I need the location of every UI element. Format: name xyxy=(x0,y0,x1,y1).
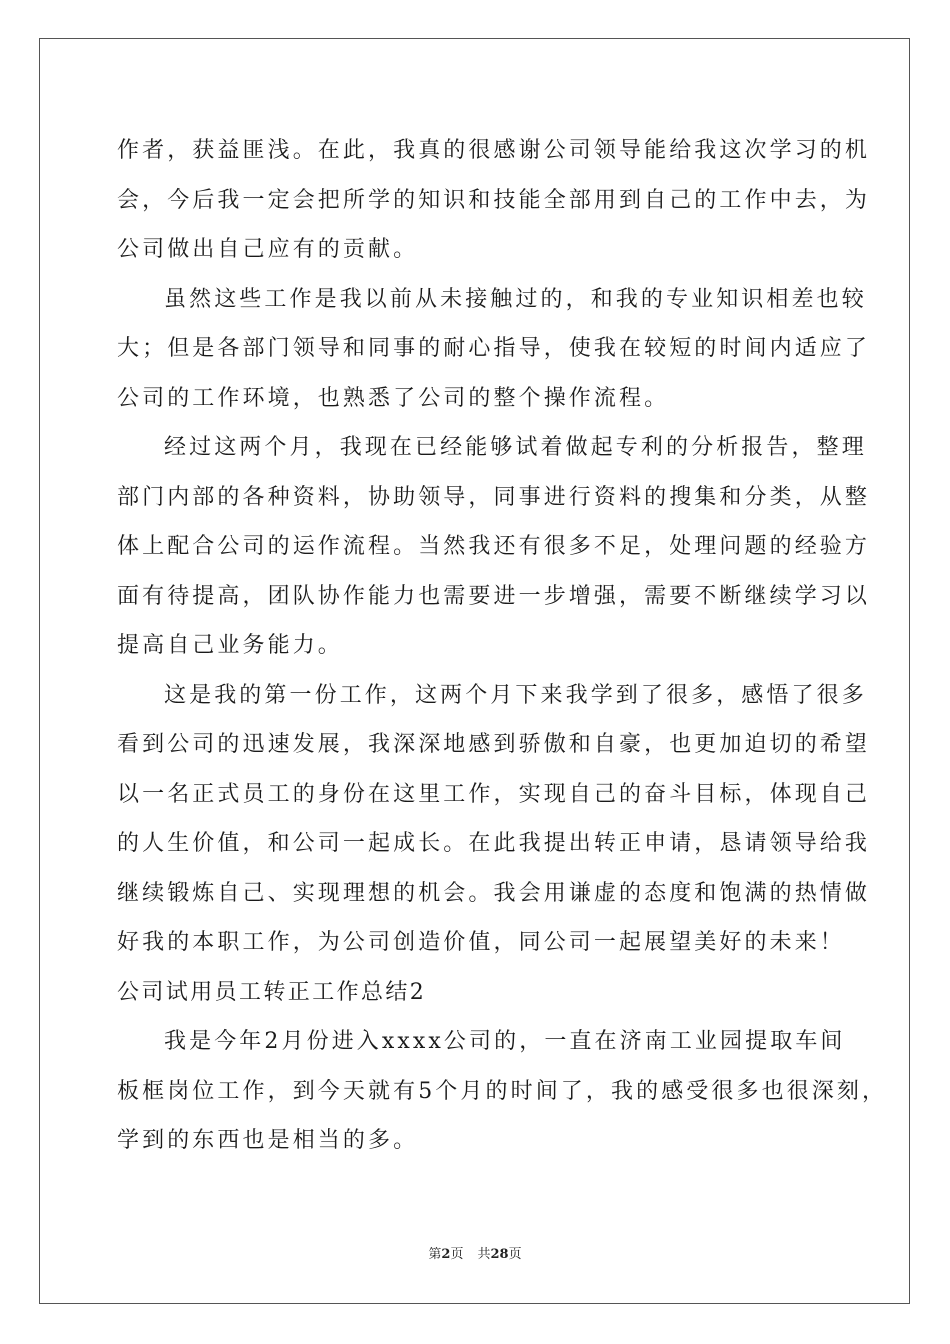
text-line: 板框岗位工作，到今天就有5个月的时间了，我的感受很多也很深刻， xyxy=(117,1078,888,1104)
page-footer xyxy=(0,1243,950,1262)
text-line: 会，今后我一定会把所学的知识和技能全部用到自己的工作中去，为 xyxy=(117,187,871,213)
text-line: 公司做出自己应有的贡献。 xyxy=(117,237,419,262)
paragraph-start-line: 这是我的第一份工作，这两个月下来我学到了很多，感悟了很多 xyxy=(164,682,867,708)
paragraph-start-line: 虽然这些工作是我以前从未接触过的，和我的专业知识相差也较 xyxy=(164,286,867,312)
paragraph-start-line: 经过这两个月，我现在已经能够试着做起专利的分析报告，整理 xyxy=(164,435,867,460)
total-prefix: 共 xyxy=(477,1247,491,1262)
text-line: 面有待提高，团队协作能力也需要进一步增强，需要不断继续学习以 xyxy=(117,583,871,609)
text-line: 继续锻炼自己、实现理想的机会。我会用谦虚的态度和饱满的热情做 xyxy=(117,880,871,906)
page-prefix: 第 xyxy=(428,1247,442,1262)
total-unit: 页 xyxy=(508,1247,522,1262)
page-unit: 页 xyxy=(450,1247,464,1262)
paragraph-start-line: 我是今年2月份进入xxxx公司的，一直在济南工业园提取车间 xyxy=(164,1029,846,1054)
text-line: 学到的东西也是相当的多。 xyxy=(117,1128,419,1153)
text-line: 大；但是各部门领导和同事的耐心指导，使我在较短的时间内适应了 xyxy=(117,336,871,361)
text-line: 看到公司的迅速发展，我深深地感到骄傲和自豪，也更加迫切的希望 xyxy=(117,732,871,757)
text-line: 好我的本职工作，为公司创造价值，同公司一起展望美好的未来！ xyxy=(117,930,845,955)
text-line: 公司的工作环境，也熟悉了公司的整个操作流程。 xyxy=(117,385,670,411)
text-line: 以一名正式员工的身份在这里工作，实现自己的奋斗目标，体现自己 xyxy=(117,781,871,807)
text-line: 提高自己业务能力。 xyxy=(117,633,343,658)
text-line: 的人生价值，和公司一起成长。在此我提出转正申请，恳请领导给我 xyxy=(117,831,871,856)
document-body xyxy=(117,126,888,1166)
page-number: 2 xyxy=(441,1247,451,1262)
text-line: 作者，获益匪浅。在此，我真的很感谢公司领导能给我这次学习的机 xyxy=(117,138,871,163)
text-line: 部门内部的各种资料，协助领导，同事进行资料的搜集和分类，从整 xyxy=(117,484,871,510)
section-heading: 公司试用员工转正工作总结2 xyxy=(117,979,427,1005)
text-line: 体上配合公司的运作流程。当然我还有很多不足，处理问题的经验方 xyxy=(117,534,871,559)
total-pages: 28 xyxy=(490,1247,509,1262)
